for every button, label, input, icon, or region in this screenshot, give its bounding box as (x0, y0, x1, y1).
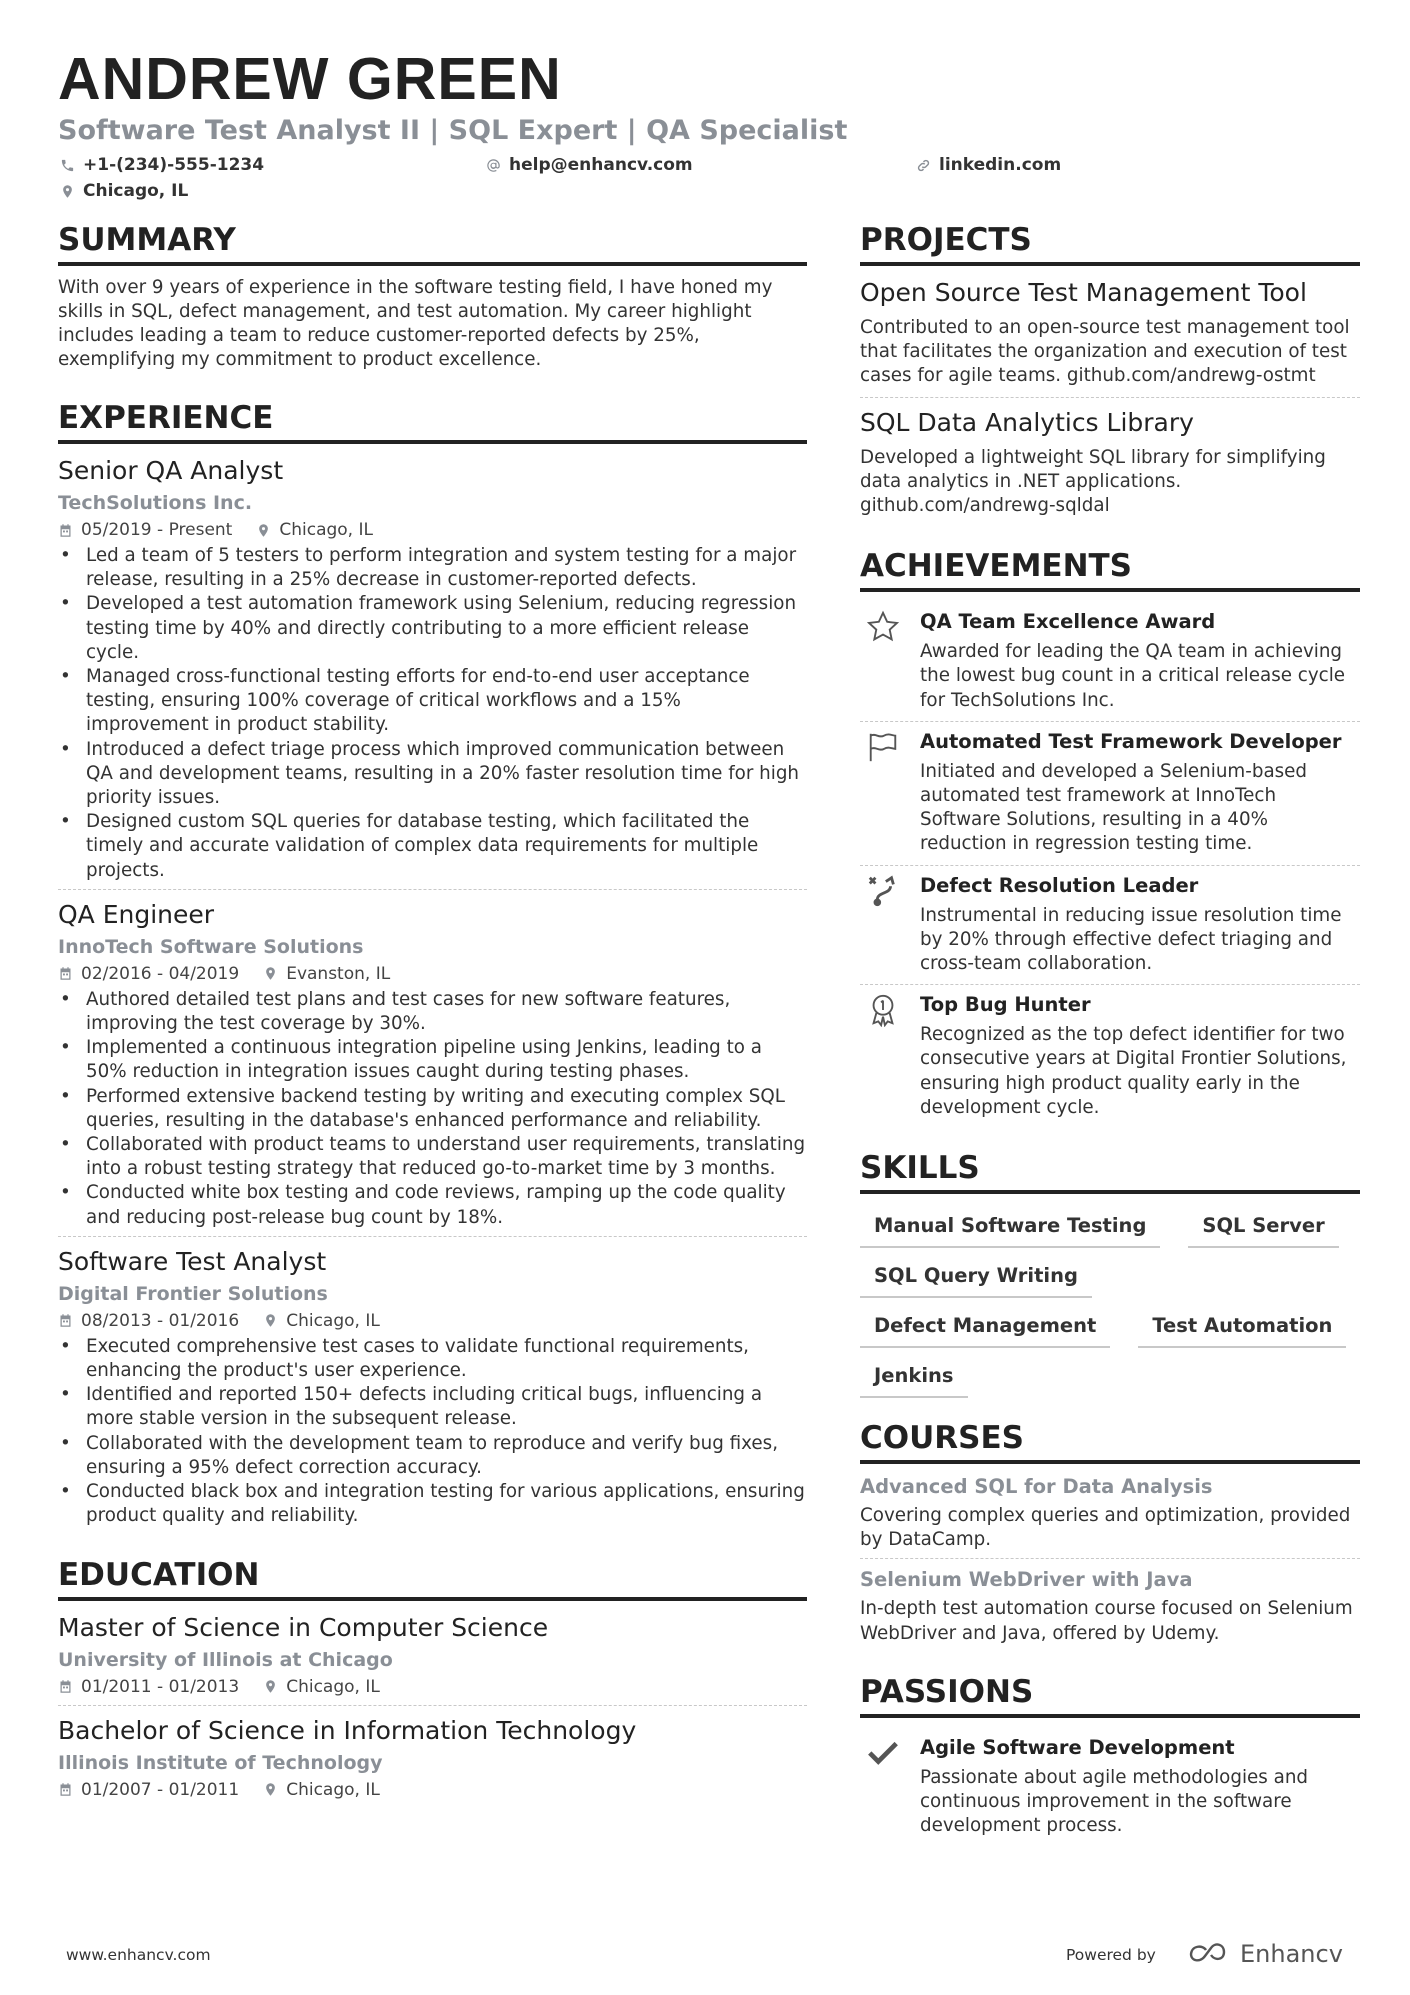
bullet-item: • Designed custom SQL queries for database testing, which facilitated the timely and accurate validation of complex data requirements for multiple projects. (58, 810, 807, 883)
summary-section (58, 220, 807, 372)
email-text: help@enhancv.com (509, 155, 693, 175)
bullet-item: • Led a team of 5 testers to perform integration and system testing for a major release, resulting in a 25% decrease in customer-reported defects. (58, 544, 807, 592)
company-name: TechSolutions Inc. (58, 492, 253, 514)
job-entry (58, 898, 807, 1237)
phone-icon (60, 158, 75, 173)
job-location: Chicago, IL (279, 520, 373, 540)
passions-section (860, 1672, 1360, 1847)
calendar-icon (58, 1679, 73, 1694)
job-entry (58, 1245, 807, 1535)
achievement-description: Recognized as the top defect identifier for two consecutive years at Digital Frontier Solutions, ensuring high product quality early in the development cycle. (920, 1024, 1347, 1118)
medal-icon (866, 993, 900, 1027)
bullet-item: • Developed a test automation framework using Selenium, reducing regression testing time by 40% and directly contributing to a more efficient release cycle. (58, 592, 807, 665)
project-title: Open Source Test Management Tool (860, 278, 1307, 307)
achievement-description: Instrumental in reducing issue resolution time by 20% through effective defect triaging and cross-team collaboration. (920, 904, 1342, 975)
contact-email[interactable] (486, 154, 693, 176)
course-entry (860, 1567, 1360, 1651)
achievement-entry (860, 985, 1360, 1128)
course-title: Advanced SQL for Data Analysis (860, 1475, 1213, 1499)
link-icon (916, 158, 931, 173)
location-pin-icon (263, 966, 278, 981)
projects-section (860, 220, 1360, 526)
job-dates: 08/2013 - 01/2016 (81, 1310, 240, 1331)
skill-tag: Manual Software Testing (860, 1210, 1160, 1248)
job-entry (58, 454, 807, 890)
project-description: Contributed to an open-source test management tool that facilitates the organization and execution of test cases for agile teams. github.com/andrewg-ostmt (860, 317, 1350, 387)
project-entry (860, 406, 1360, 527)
achievement-description: Awarded for leading the QA team in achieving the lowest bug count in a critical release cycle for TechSolutions Inc. (920, 641, 1346, 711)
project-entry (860, 276, 1360, 398)
job-title: Software Test Analyst (58, 1246, 327, 1276)
calendar-icon (58, 966, 73, 981)
achievement-title: Defect Resolution Leader (920, 873, 1199, 897)
education-entry (58, 1611, 807, 1706)
footer-website-link[interactable]: www.enhancv.com (66, 1946, 211, 1964)
degree-title: Bachelor of Science in Information Technology (58, 1715, 637, 1745)
education-dates: 01/2007 - 01/2011 (81, 1779, 240, 1800)
education-entry (58, 1714, 807, 1808)
project-title: SQL Data Analytics Library (860, 407, 1194, 437)
school-name: Illinois Institute of Technology (58, 1751, 383, 1774)
achievement-entry (860, 866, 1360, 986)
achievement-title: QA Team Excellence Award (920, 610, 1216, 634)
achievement-entry (860, 722, 1360, 866)
phone-text: +1-(234)-555-1234 (83, 155, 265, 175)
projects-heading: PROJECTS (860, 220, 1360, 266)
contact-location (60, 180, 188, 202)
education-meta (58, 1675, 807, 1699)
candidate-title: Software Test Analyst II | SQL Expert | QA Specialist (58, 115, 848, 146)
job-meta (58, 1309, 807, 1333)
calendar-icon (58, 1313, 73, 1328)
education-meta (58, 1778, 807, 1802)
job-location: Chicago, IL (286, 1310, 380, 1331)
summary-heading: SUMMARY (58, 220, 807, 266)
right-column (860, 220, 1360, 1846)
bullet-item: • Collaborated with product teams to understand user requirements, translating into a robust testing strategy that reduced go-to-market time by 3 months. (58, 1133, 807, 1181)
resume-header (58, 46, 1358, 208)
achievement-title: Top Bug Hunter (920, 993, 1091, 1017)
project-description: Developed a lightweight SQL library for simplifying data analytics in .NET applications. github.com/andrewg-sqldal (860, 446, 1326, 517)
flag-icon (866, 730, 900, 764)
bullet-item: • Implemented a continuous integration pipeline using Jenkins, leading to a 50% reduction in integration issues caught during testing phases. (58, 1036, 807, 1084)
achievements-section (860, 546, 1360, 1128)
skill-tag: Defect Management (860, 1310, 1110, 1348)
job-location: Evanston, IL (286, 963, 391, 984)
experience-section (58, 398, 807, 1535)
location-pin-icon (256, 523, 271, 538)
bullet-item: • Executed comprehensive test cases to validate functional requirements, enhancing the product's user experience. (58, 1335, 807, 1383)
job-title: QA Engineer (58, 899, 215, 929)
education-dates: 01/2011 - 01/2013 (81, 1676, 240, 1697)
location-pin-icon (263, 1679, 278, 1694)
bullet-item: • Performed extensive backend testing by writing and executing complex SQL queries, resulting in the database's enhanced performance and reliability. (58, 1085, 807, 1133)
left-column (58, 220, 807, 1816)
bullet-item: • Identified and reported 150+ defects including critical bugs, influencing a more stable version in the subsequent release. (58, 1383, 807, 1431)
candidate-name: ANDREW GREEN (58, 46, 562, 112)
experience-heading: EXPERIENCE (58, 398, 807, 444)
skills-list (860, 1204, 1360, 1398)
contact-phone[interactable] (60, 154, 264, 176)
job-meta (58, 518, 807, 542)
linkedin-text: linkedin.com (939, 155, 1062, 175)
course-description: In-depth test automation course focused on Selenium WebDriver and Java, offered by Udemy. (860, 1598, 1353, 1644)
footer-brand[interactable] (1186, 1940, 1343, 1968)
summary-text: With over 9 years of experience in the software testing field, I have honed my skills in SQL, defect management, and test automation. My career highlight includes leading a team to reduce customer-reported defects by 25%, exemplifying my commitment to product excellence. (58, 277, 773, 370)
achievements-heading: ACHIEVEMENTS (860, 546, 1360, 592)
bullet-item: • Conducted white box testing and code reviews, ramping up the code quality and reducing post-release bug count by 18%. (58, 1181, 807, 1229)
education-section (58, 1555, 807, 1808)
footer-brand-name: Enhancv (1240, 1940, 1343, 1968)
enhancv-logo-icon (1186, 1941, 1232, 1967)
location-pin-icon (60, 184, 75, 199)
education-location: Chicago, IL (286, 1779, 380, 1800)
skills-section (860, 1148, 1360, 1398)
calendar-icon (58, 523, 73, 538)
courses-heading: COURSES (860, 1418, 1360, 1464)
page-footer (0, 1940, 1410, 1970)
star-icon (866, 610, 900, 644)
footer-powered-by: Powered by (1066, 1946, 1156, 1964)
bullet-item: • Introduced a defect triage process which improved communication between QA and development teams, resulting in a 20% faster resolution time for high priority issues. (58, 738, 807, 811)
job-dates: 02/2016 - 04/2019 (81, 963, 240, 984)
passion-entry (860, 1728, 1360, 1847)
passions-heading: PASSIONS (860, 1672, 1360, 1718)
course-entry (860, 1474, 1360, 1559)
route-icon (866, 874, 900, 908)
company-name: Digital Frontier Solutions (58, 1282, 328, 1305)
education-heading: EDUCATION (58, 1555, 807, 1601)
job-title: Senior QA Analyst (58, 456, 284, 485)
job-bullets (58, 544, 807, 883)
bullet-item: • Conducted black box and integration testing for various applications, ensuring product quality and reliability. (58, 1480, 807, 1528)
location-pin-icon (263, 1313, 278, 1328)
bullet-item: • Authored detailed test plans and test cases for new software features, improving the test coverage by 30%. (58, 988, 807, 1036)
job-meta (58, 962, 807, 986)
bullet-item: • Managed cross-functional testing efforts for end-to-end user acceptance testing, ensuring 100% coverage of critical workflows and a 15% improvement in product stability. (58, 665, 807, 738)
at-icon (486, 158, 501, 173)
check-icon (866, 1736, 900, 1770)
skill-tag: Jenkins (860, 1360, 968, 1398)
education-location: Chicago, IL (286, 1676, 380, 1697)
contact-info (58, 154, 1358, 208)
passion-description: Passionate about agile methodologies and continuous improvement in the software development process. (920, 1766, 1309, 1837)
courses-section (860, 1418, 1360, 1652)
school-name: University of Illinois at Chicago (58, 1648, 393, 1671)
skill-tag: Test Automation (1138, 1310, 1346, 1348)
bullet-item: • Collaborated with the development team to reproduce and verify bug fixes, ensuring a 95% defect correction accuracy. (58, 1432, 807, 1480)
calendar-icon (58, 1782, 73, 1797)
passion-title: Agile Software Development (920, 1735, 1235, 1759)
achievement-description: Initiated and developed a Selenium-based automated test framework at InnoTech Software Solutions, resulting in a 40% reduction in regression testing time. (920, 760, 1308, 855)
skills-heading: SKILLS (860, 1148, 1360, 1194)
job-bullets (58, 988, 807, 1230)
contact-linkedin[interactable] (916, 154, 1061, 176)
skill-tag: SQL Query Writing (860, 1260, 1092, 1298)
course-title: Selenium WebDriver with Java (860, 1568, 1193, 1592)
company-name: InnoTech Software Solutions (58, 935, 364, 958)
achievement-title: Automated Test Framework Developer (920, 729, 1342, 753)
job-bullets (58, 1335, 807, 1529)
location-text: Chicago, IL (83, 181, 189, 201)
course-description: Covering complex queries and optimization, provided by DataCamp. (860, 1505, 1351, 1551)
location-pin-icon (263, 1782, 278, 1797)
skill-tag: SQL Server (1188, 1210, 1338, 1248)
achievement-entry (860, 602, 1360, 722)
degree-title: Master of Science in Computer Science (58, 1612, 549, 1642)
job-dates: 05/2019 - Present (81, 520, 233, 540)
